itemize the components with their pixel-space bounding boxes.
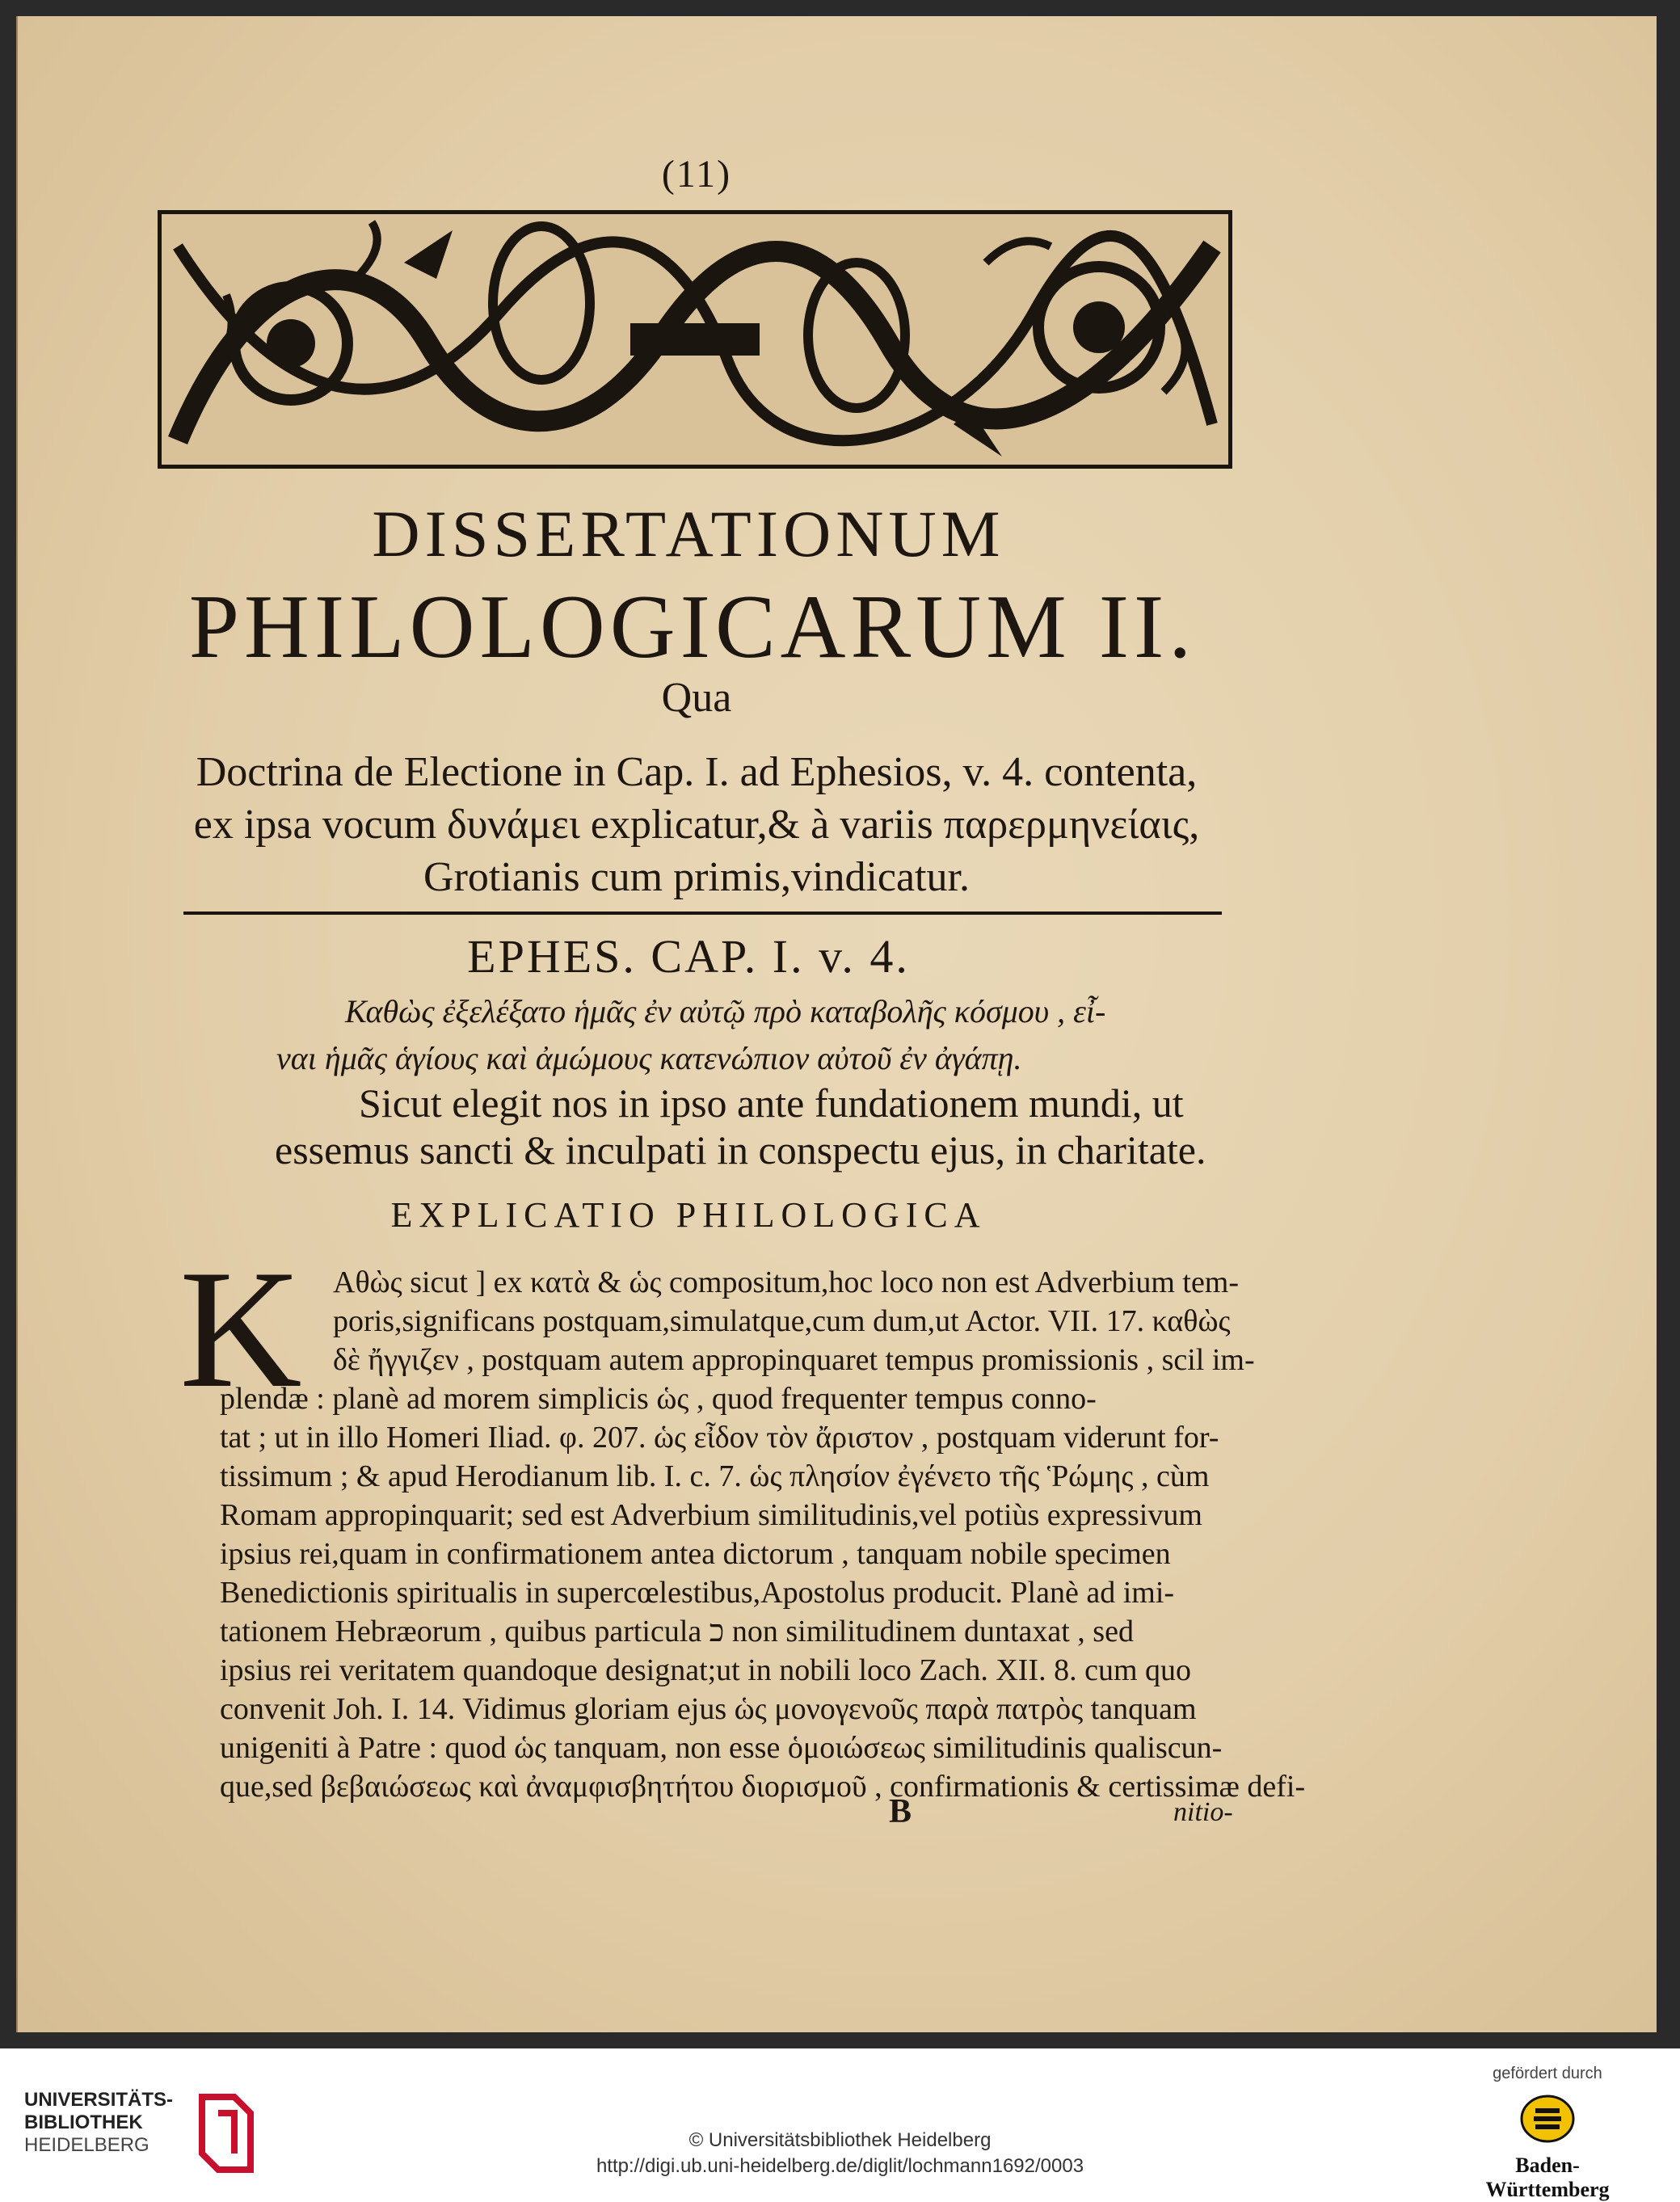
latin-verse-line-2: essemus sancti & inculpati in conspectu ejus, in charitate.	[275, 1127, 1206, 1173]
title-line-1: DISSERTATIONUM	[372, 497, 1005, 570]
library-name-line-1: UNIVERSITÄTS-	[24, 2089, 174, 2111]
floral-ornament-icon	[162, 214, 1228, 465]
body-text-line: que,sed βεβαιώσεως καὶ ἀναμφισβητήτου διορισμοῦ , confirmationis & certissimæ defi-	[220, 1770, 1306, 1804]
library-name-line-2: BIBLIOTHEK	[24, 2111, 143, 2133]
title-qua: Qua	[661, 675, 732, 721]
body-text-line: convenit Joh. I. 14. Vidimus gloriam ejus ὡς μονογενοῦς παρὰ πατρὸς tanquam	[220, 1692, 1197, 1726]
body-text-line: ipsius rei,quam in confirmationem antea dictorum , tanquam nobile specimen	[220, 1537, 1171, 1571]
body-text-line: ipsius rei veritatem quandoque designat;ut in nobili loco Zach. XII. 8. cum quo	[220, 1653, 1192, 1687]
body-text-line: δὲ ἤγγιζεν , postquam autem appropinquaret tempus promissionis , scil im-	[333, 1343, 1255, 1377]
body-text-line: tissimum ; & apud Herodianum lib. I. c. 7. ὡς πλησίον ἐγένετο τῆς Ῥώμης , cùm	[220, 1459, 1210, 1493]
horizontal-rule	[183, 912, 1222, 915]
latin-verse-line-1: Sicut elegit nos in ipso ante fundationem mundi, ut	[359, 1080, 1184, 1126]
permalink-url[interactable]: http://digi.ub.uni-heidelberg.de/diglit/lochmann1692/0003	[596, 2155, 1084, 2177]
signature-mark: B	[889, 1793, 912, 1830]
body-text-line: Benedictionis spiritualis in supercœlestibus,Apostolus producit. Planè ad imi-	[220, 1576, 1175, 1610]
copyright-notice: © Universitätsbibliothek Heidelberg	[688, 2129, 992, 2151]
title-line-2: PHILOLOGICARUM II.	[188, 577, 1197, 677]
greek-verse-line-1: Καθὼς ἐξελέξατο ἡμᾶς ἐν αὐτῷ πρὸ καταβολῆς κόσμου , εἶ-	[345, 993, 1106, 1029]
funded-by-label: gefördert durch	[1493, 2065, 1602, 2082]
footer-bar	[0, 2048, 1680, 2201]
subtitle-line-2: ex ipsa vocum δυνάμει explicatur,& à variis παρερμηνείαις,	[193, 802, 1200, 848]
body-text-line: unigeniti à Patre : quod ὡς tanquam, non esse ὁμοιώσεως similitudinis qualiscun-	[220, 1731, 1223, 1765]
drop-cap: K	[179, 1236, 302, 1423]
section-heading: EXPLICATIO PHILOLOGICA	[390, 1195, 987, 1235]
library-name-line-3: HEIDELBERG	[24, 2134, 149, 2156]
body-text-line: poris,significans postquam,simulatque,cum dum,ut Actor. VII. 17. καθὼς	[333, 1304, 1231, 1338]
subtitle-line-3: Grotianis cum primis,vindicatur.	[423, 854, 970, 900]
body-text-line: tationem Hebræorum , quibus particula כ non similitudinem duntaxat , sed	[220, 1615, 1134, 1648]
body-text-line: tat ; ut in illo Homeri Iliad. φ. 207. ὡς εἶδον τὸν ἄριστον , postquam viderunt for-	[220, 1421, 1219, 1455]
page-number: (11)	[661, 153, 732, 196]
subtitle-line-1: Doctrina de Electione in Cap. I. ad Ephesios, v. 4. contenta,	[196, 749, 1198, 795]
greek-verse-line-2: ναι ἡμᾶς ἁγίους καὶ ἀμώμους κατενώπιον αὐτοῦ ἐν ἀγάπῃ.	[276, 1040, 1022, 1076]
sponsor-name: Baden-Württemberg	[1485, 2154, 1610, 2201]
body-text-line: plendæ : planè ad morem simplicis ὡς , quod frequenter tempus conno-	[220, 1382, 1097, 1416]
book-page	[16, 16, 1657, 2032]
body-text-line: Romam appropinquarit; sed est Adverbium similitudinis,vel potiùs expressivum	[220, 1498, 1202, 1532]
catchword: nitio-	[1173, 1797, 1233, 1827]
decorative-headpiece	[158, 210, 1232, 469]
scripture-reference-heading: EPHES. CAP. I. v. 4.	[467, 930, 910, 983]
body-text-line: Αθὼς sicut ] ex κατὰ & ὡς compositum,hoc loco non est Adverbium tem-	[333, 1265, 1240, 1299]
baden-wuerttemberg-crest-icon[interactable]	[1519, 2090, 1576, 2147]
